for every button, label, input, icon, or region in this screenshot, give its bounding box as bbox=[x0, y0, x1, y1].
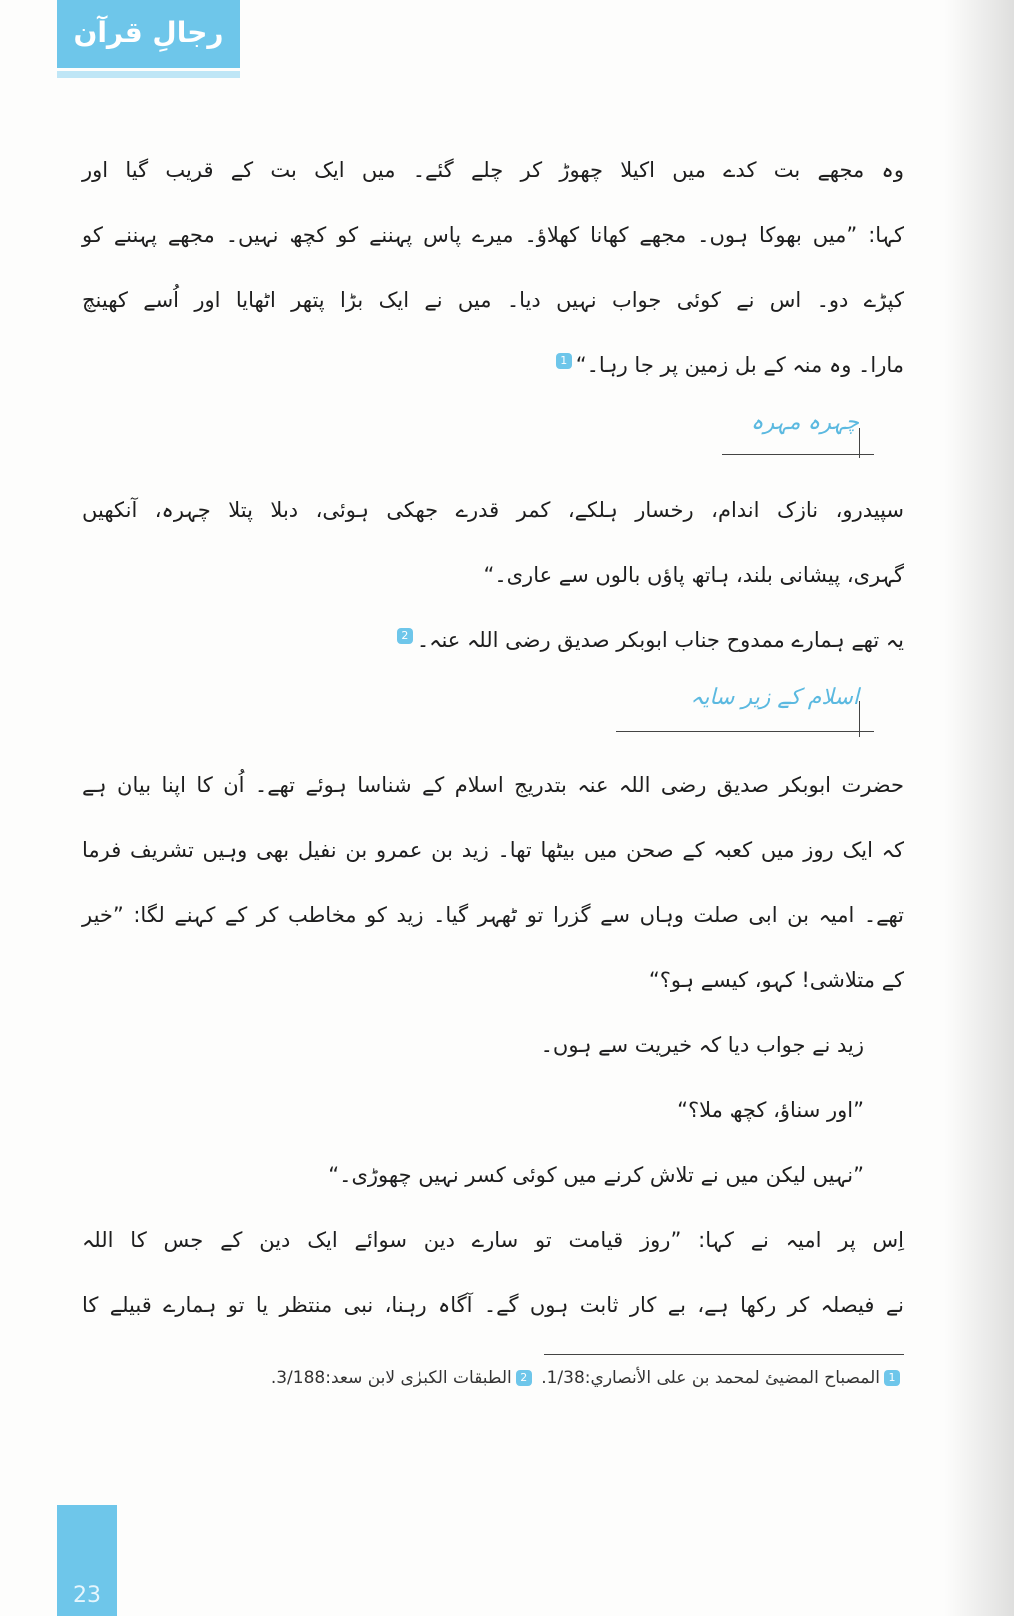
section-heading: چہرہ مہرہ bbox=[750, 410, 859, 435]
section-heading-block bbox=[82, 410, 904, 490]
text-line: وہ مجھے بت کدے میں اکیلا چھوڑ کر چلے گئے۔ میں ایک بت کے قریب گیا اور bbox=[82, 158, 904, 182]
heading-ornament-tick bbox=[859, 701, 860, 737]
footnote-marker: 2 bbox=[397, 628, 413, 644]
page-body bbox=[82, 150, 904, 1392]
text-line-with-footnote bbox=[82, 345, 904, 385]
text: مارا۔ وہ منہ کے بل زمین پر جا رہا۔“ bbox=[575, 353, 904, 377]
text-line: کہا: ”میں بھوکا ہوں۔ مجھے کھانا کھلاؤ۔ میرے پاس پہننے کو کچھ نہیں۔ مجھے پہننے کو bbox=[82, 223, 904, 247]
footnote-separator bbox=[544, 1354, 904, 1355]
footnote-marker: 1 bbox=[556, 353, 572, 369]
footnotes bbox=[82, 1364, 904, 1392]
text: یہ تھے ہمارے ممدوح جناب ابوبکر صدیق رضی اللہ عنہ۔ bbox=[416, 628, 904, 652]
text-line: تھے۔ امیہ بن ابی صلت وہاں سے گزرا تو ٹھہر گیا۔ زید کو مخاطب کر کے کہنے لگا: ”خیر bbox=[82, 903, 904, 927]
heading-ornament-line bbox=[616, 731, 874, 732]
footnote-2: الطبقات الکبرٰی لابن سعد:3/188. bbox=[270, 1368, 512, 1388]
text-line: ”اور سناؤ، کچھ ملا؟“ bbox=[677, 1098, 864, 1122]
text-line: کے متلاشی! کہو، کیسے ہو؟“ bbox=[648, 968, 904, 992]
page-edge-shadow bbox=[944, 0, 1014, 1616]
heading-ornament-line bbox=[722, 454, 874, 455]
footnote-separator-block bbox=[82, 1350, 904, 1364]
running-header: رجالِ قرآن bbox=[57, 0, 240, 68]
heading-ornament-tick bbox=[859, 428, 860, 458]
page-number: 23 bbox=[73, 1583, 101, 1608]
text-line: حضرت ابوبکر صدیق رضی اللہ عنہ بتدریج اسلام کے شناسا ہوئے تھے۔ اُن کا اپنا بیان ہے bbox=[82, 773, 904, 797]
text-line: ”نہیں لیکن میں نے تلاش کرنے میں کوئی کسر نہیں چھوڑی۔“ bbox=[328, 1163, 864, 1187]
page-number-tab bbox=[57, 1505, 117, 1616]
text-line: گہری، پیشانی بلند، ہاتھ پاؤں بالوں سے عاری۔“ bbox=[483, 563, 904, 587]
section-heading: اسلام کے زیر سایہ bbox=[690, 685, 859, 710]
text-line: اِس پر امیہ نے کہا: ”روز قیامت تو سارے دین سوائے ایک دین کے جس کا اللہ bbox=[82, 1228, 904, 1252]
footnote-marker: 1 bbox=[884, 1370, 900, 1386]
text-line: نے فیصلہ کر رکھا ہے، بے کار ثابت ہوں گے۔ آگاہ رہنا، نبی منتظر یا تو ہمارے قبیلے کا bbox=[82, 1293, 904, 1317]
footnote-1: المصباح المضيئ لمحمد بن علی الأنصاري:1/38. bbox=[541, 1368, 880, 1388]
text-line: کہ ایک روز میں کعبہ کے صحن میں بیٹھا تھا۔ زید بن عمرو بن نفیل بھی وہیں تشریف فرما bbox=[82, 838, 904, 862]
header-underline bbox=[57, 71, 240, 78]
text-line-with-footnote bbox=[82, 620, 904, 660]
text-line: زید نے جواب دیا کہ خیریت سے ہوں۔ bbox=[540, 1033, 864, 1057]
text-line: سپیدرو، نازک اندام، رخسار ہلکے، کمر قدرے جھکی ہوئی، دبلا پتلا چہرہ، آنکھیں bbox=[82, 498, 904, 522]
text-line: کپڑے دو۔ اس نے کوئی جواب نہیں دیا۔ میں نے ایک بڑا پتھر اٹھایا اور اُسے کھینچ bbox=[82, 288, 904, 312]
footnote-marker: 2 bbox=[516, 1370, 532, 1386]
section-heading-block bbox=[82, 685, 904, 765]
